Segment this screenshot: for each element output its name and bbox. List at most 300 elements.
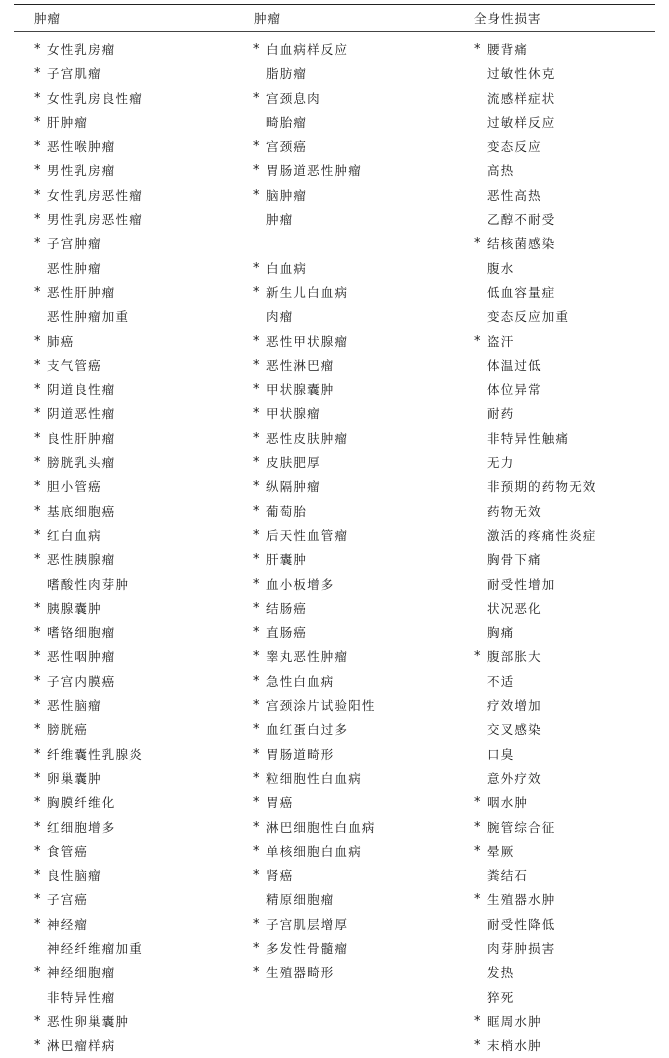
list-item [456,573,655,597]
list-item [234,257,456,281]
list-item [14,184,234,208]
list-item [14,694,234,718]
asterisk-marker-icon: * [253,916,261,932]
list-item-text: 淋巴瘤样病 [47,1038,116,1054]
list-item-text: 卵巢囊肿 [47,770,102,786]
asterisk-marker-icon: * [253,406,261,422]
list-item-text: 脑肿瘤 [266,187,308,203]
asterisk-marker-icon: * [34,916,42,932]
list-item-text: 女性乳房恶性瘤 [47,187,143,203]
list-item [234,378,456,402]
list-item [234,281,456,305]
list-item-text: 胸骨下痛 [487,552,542,568]
asterisk-marker-icon: * [474,236,482,252]
list-item [234,451,456,475]
list-item [14,232,234,256]
list-item [14,1034,234,1058]
asterisk-marker-icon: * [253,746,261,762]
asterisk-marker-icon: * [253,430,261,446]
asterisk-marker-icon: * [34,1038,42,1054]
table-header-row [14,5,655,31]
asterisk-marker-icon: * [34,382,42,398]
list-item-text: 肺癌 [47,333,75,349]
list-item-text: 肝肿瘤 [47,114,89,130]
list-item [14,888,234,912]
list-item-text: 无力 [487,455,515,471]
list-item [456,913,655,937]
list-item [14,87,234,111]
asterisk-marker-icon: * [34,114,42,130]
list-item-text: 粪结石 [487,868,529,884]
list-item [234,232,456,256]
column-3-list [456,38,655,1058]
list-item-text: 嗜酸性肉芽肿 [47,576,130,592]
asterisk-marker-icon: * [34,770,42,786]
list-item-text: 粒细胞性白血病 [266,770,362,786]
list-item [234,718,456,742]
list-item [234,840,456,864]
asterisk-marker-icon: * [253,333,261,349]
list-item-text: 发热 [487,965,515,981]
asterisk-marker-icon: * [474,843,482,859]
list-item-text: 肝囊肿 [266,552,308,568]
list-item [234,767,456,791]
asterisk-marker-icon: * [34,479,42,495]
list-item [14,500,234,524]
list-item-text: 畸胎瘤 [266,114,308,130]
list-item-text: 变态反应 [487,139,542,155]
list-item-text: 女性乳房瘤 [47,42,116,57]
list-item-text: 非特异性瘤 [47,989,116,1005]
list-item [14,524,234,548]
list-item [456,937,655,961]
list-item [14,864,234,888]
list-item-text: 恶性胰腺瘤 [47,552,116,568]
list-item [14,1010,234,1034]
asterisk-marker-icon: * [253,576,261,592]
list-item-text: 嗜铬细胞瘤 [47,625,116,641]
list-item-text: 支气管癌 [47,357,102,373]
list-item-text: 恶性皮肤肿瘤 [266,430,349,446]
list-item [14,354,234,378]
list-item-text: 白血病样反应 [266,42,349,57]
asterisk-marker-icon: * [253,90,261,106]
list-item [456,159,655,183]
list-item-text: 疗效增加 [487,698,542,714]
list-item [14,961,234,985]
list-item [14,670,234,694]
list-item [234,184,456,208]
asterisk-marker-icon: * [253,770,261,786]
list-item-text: 胃肠道畸形 [266,746,335,762]
asterisk-marker-icon: * [34,698,42,714]
list-item [456,718,655,742]
list-item-text: 变态反应加重 [487,309,570,325]
list-item [456,645,655,669]
list-item [456,840,655,864]
list-item-text: 乙醇不耐受 [487,212,556,228]
asterisk-marker-icon: * [34,722,42,738]
list-item-text: 交叉感染 [487,722,542,738]
list-item [456,402,655,426]
asterisk-marker-icon: * [34,42,42,57]
list-item [234,961,456,985]
list-item [14,427,234,451]
list-item-text: 胆小管癌 [47,479,102,495]
asterisk-marker-icon: * [253,868,261,884]
list-item [234,816,456,840]
list-item [14,645,234,669]
list-item-text: 恶性肝肿瘤 [47,284,116,300]
asterisk-marker-icon: * [253,357,261,373]
list-item [456,281,655,305]
list-item [456,597,655,621]
list-item [234,548,456,572]
list-item [14,38,234,62]
list-item-text: 单核细胞白血病 [266,843,362,859]
asterisk-marker-icon: * [474,1013,482,1029]
asterisk-marker-icon: * [34,625,42,641]
list-item-text: 恶性脑瘤 [47,698,102,714]
asterisk-marker-icon: * [34,649,42,665]
list-item [456,961,655,985]
list-item [456,670,655,694]
asterisk-marker-icon: * [34,139,42,155]
list-item-text: 恶性卵巢囊肿 [47,1013,130,1029]
list-item-text: 白血病 [266,260,308,276]
list-item-text: 葡萄胎 [266,503,308,519]
list-item-text: 恶性淋巴瘤 [266,357,335,373]
list-item-text: 恶性肿瘤 [47,260,102,276]
list-item-text: 阴道恶性瘤 [47,406,116,422]
list-item-text: 腕管综合征 [487,819,556,835]
list-item-text: 膀胱乳头瘤 [47,455,116,471]
list-item [456,986,655,1010]
asterisk-marker-icon: * [253,503,261,519]
list-item-text: 红细胞增多 [47,819,116,835]
asterisk-marker-icon: * [253,673,261,689]
asterisk-marker-icon: * [253,455,261,471]
asterisk-marker-icon: * [253,965,261,981]
list-item [456,427,655,451]
list-item [456,208,655,232]
list-item [14,62,234,86]
asterisk-marker-icon: * [34,552,42,568]
asterisk-marker-icon: * [253,139,261,155]
asterisk-marker-icon: * [34,284,42,300]
asterisk-marker-icon: * [474,333,482,349]
list-item [14,597,234,621]
list-item-text: 恶性高热 [487,187,542,203]
asterisk-marker-icon: * [253,843,261,859]
asterisk-marker-icon: * [253,722,261,738]
asterisk-marker-icon: * [474,892,482,908]
list-item-text: 精原细胞瘤 [266,892,335,908]
asterisk-marker-icon: * [34,503,42,519]
list-item [456,111,655,135]
asterisk-marker-icon: * [474,819,482,835]
list-item-text: 红白血病 [47,527,102,543]
list-item [456,767,655,791]
asterisk-marker-icon: * [34,357,42,373]
list-item [234,694,456,718]
list-item [14,718,234,742]
asterisk-marker-icon: * [253,284,261,300]
asterisk-marker-icon: * [253,260,261,276]
list-item [234,305,456,329]
list-item-text: 晕厥 [487,843,515,859]
list-item [234,208,456,232]
list-item-text: 急性白血病 [266,673,335,689]
list-item [14,330,234,354]
asterisk-marker-icon: * [34,746,42,762]
list-item [234,913,456,937]
list-item-text: 血小板增多 [266,576,335,592]
asterisk-marker-icon: * [34,455,42,471]
list-item-text: 猝死 [487,989,515,1005]
list-item [456,1010,655,1034]
list-item-text: 腹部胀大 [487,649,542,665]
list-item [234,135,456,159]
list-item-text: 男性乳房瘤 [47,163,116,179]
list-item-text: 肿瘤 [266,212,294,228]
list-item-text: 恶性喉肿瘤 [47,139,116,155]
list-item [14,743,234,767]
list-item [456,1034,655,1058]
list-item-text: 宫颈息肉 [266,90,321,106]
list-item-text: 体温过低 [487,357,542,373]
list-item-text: 宫颈癌 [266,139,308,155]
list-item-text: 耐药 [487,406,515,422]
list-item-text: 男性乳房恶性瘤 [47,212,143,228]
list-item-text: 肉瘤 [266,309,294,325]
asterisk-marker-icon: * [253,819,261,835]
list-item [234,38,456,62]
list-item [234,791,456,815]
asterisk-marker-icon: * [34,673,42,689]
asterisk-marker-icon: * [34,66,42,82]
list-item-text: 非特异性触痛 [487,430,570,446]
list-item-text: 恶性咽肿瘤 [47,649,116,665]
list-item [234,87,456,111]
asterisk-marker-icon: * [474,649,482,665]
list-item-text: 结核菌感染 [487,236,556,252]
list-item [234,937,456,961]
list-item [14,621,234,645]
list-item [234,159,456,183]
list-item-text: 结肠癌 [266,600,308,616]
list-item-text: 生殖器畸形 [266,965,335,981]
list-item-text: 良性肝肿瘤 [47,430,116,446]
list-item [234,670,456,694]
asterisk-marker-icon: * [34,795,42,811]
list-item-text: 胃肠道恶性肿瘤 [266,163,362,179]
asterisk-marker-icon: * [34,819,42,835]
list-item-text: 肾癌 [266,868,294,884]
table-body [14,32,655,1058]
asterisk-marker-icon: * [34,163,42,179]
list-item-text: 意外疗效 [487,770,542,786]
list-item-text: 恶性肿瘤加重 [47,309,130,325]
list-item [14,402,234,426]
list-item-text: 低血容量症 [487,284,556,300]
list-item [456,38,655,62]
list-item [14,451,234,475]
list-item-text: 腹水 [487,260,515,276]
list-item [456,87,655,111]
list-item-text: 恶性甲状腺瘤 [266,333,349,349]
list-item [456,475,655,499]
list-item [14,548,234,572]
list-item-text: 生殖器水肿 [487,892,556,908]
list-item-text: 高热 [487,163,515,179]
asterisk-marker-icon: * [253,382,261,398]
asterisk-marker-icon: * [34,965,42,981]
list-item-text: 纵隔肿瘤 [266,479,321,495]
asterisk-marker-icon: * [34,843,42,859]
list-item [234,427,456,451]
column-header-2: 肿瘤 [254,11,282,26]
list-item [14,305,234,329]
list-item [234,621,456,645]
adverse-events-table [14,4,655,1058]
list-item [456,500,655,524]
asterisk-marker-icon: * [34,892,42,908]
asterisk-marker-icon: * [474,1038,482,1054]
list-item-text: 腰背痛 [487,42,529,57]
list-item [456,184,655,208]
list-item-text: 过敏样反应 [487,114,556,130]
asterisk-marker-icon: * [474,795,482,811]
list-item-text: 不适 [487,673,515,689]
list-item-text: 药物无效 [487,503,542,519]
list-item [456,135,655,159]
asterisk-marker-icon: * [253,163,261,179]
asterisk-marker-icon: * [34,236,42,252]
list-item-text: 子宫内膜癌 [47,673,116,689]
list-item [456,694,655,718]
asterisk-marker-icon: * [34,868,42,884]
list-item [234,597,456,621]
list-item-text: 神经瘤 [47,916,89,932]
asterisk-marker-icon: * [253,600,261,616]
column-header-1: 肿瘤 [34,11,62,26]
list-item [14,281,234,305]
list-item-text: 后天性血管瘤 [266,527,349,543]
list-item [14,135,234,159]
list-item [456,378,655,402]
list-item-text: 宫颈涂片试验阳性 [266,698,376,714]
list-item [14,111,234,135]
list-item [14,159,234,183]
column-2-list [234,38,456,1058]
list-item-text: 食管癌 [47,843,89,859]
list-item-text: 神经细胞瘤 [47,965,116,981]
list-item-text: 体位异常 [487,382,542,398]
list-item [234,864,456,888]
list-item [234,354,456,378]
list-item [456,354,655,378]
list-item [14,791,234,815]
list-item [234,402,456,426]
list-item [456,305,655,329]
asterisk-marker-icon: * [34,187,42,203]
list-item [14,257,234,281]
list-item-text: 过敏性休克 [487,66,556,82]
list-item-text: 子宫肿瘤 [47,236,102,252]
list-item-text: 膀胱癌 [47,722,89,738]
list-item-text: 耐受性增加 [487,576,556,592]
column-1-list [14,38,234,1058]
list-item-text: 淋巴细胞性白血病 [266,819,376,835]
list-item-text: 神经纤维瘤加重 [47,940,143,956]
asterisk-marker-icon: * [253,527,261,543]
list-item [456,330,655,354]
asterisk-marker-icon: * [253,552,261,568]
list-item [234,573,456,597]
list-item [234,111,456,135]
list-item [456,257,655,281]
list-item [456,621,655,645]
list-item [14,573,234,597]
list-item-text: 激活的疼痛性炎症 [487,527,597,543]
asterisk-marker-icon: * [253,940,261,956]
list-item-text: 皮肤肥厚 [266,455,321,471]
list-item [14,986,234,1010]
list-item-text: 流感样症状 [487,90,556,106]
list-item-text: 眶周水肿 [487,1013,542,1029]
list-item [456,888,655,912]
list-item [456,791,655,815]
list-item-text: 非预期的药物无效 [487,479,597,495]
list-item [234,645,456,669]
list-item-text: 血红蛋白过多 [266,722,349,738]
list-item-text: 咽水肿 [487,795,529,811]
list-item [14,937,234,961]
list-item [234,524,456,548]
list-item [456,62,655,86]
asterisk-marker-icon: * [34,406,42,422]
list-item-text: 新生儿白血病 [266,284,349,300]
list-item-text: 阴道良性瘤 [47,382,116,398]
list-item-text: 甲状腺囊肿 [266,382,335,398]
list-item [456,816,655,840]
list-item-text: 多发性骨髓瘤 [266,940,349,956]
asterisk-marker-icon: * [253,42,261,57]
list-item [234,500,456,524]
list-item-text: 胸痛 [487,625,515,641]
asterisk-marker-icon: * [474,42,482,57]
list-item-text: 甲状腺瘤 [266,406,321,422]
list-item-text: 胸膜纤维化 [47,795,116,811]
list-item [14,913,234,937]
list-item-text: 末梢水肿 [487,1038,542,1054]
list-item-text: 子宫癌 [47,892,89,908]
list-item-text: 子宫肌层增厚 [266,916,349,932]
list-item-text: 胰腺囊肿 [47,600,102,616]
list-item [14,475,234,499]
asterisk-marker-icon: * [34,430,42,446]
list-item-text: 盗汗 [487,333,515,349]
list-item [14,816,234,840]
asterisk-marker-icon: * [253,187,261,203]
asterisk-marker-icon: * [34,1013,42,1029]
list-item-text: 口臭 [487,746,515,762]
asterisk-marker-icon: * [253,649,261,665]
list-item [234,62,456,86]
list-item-text: 耐受性降低 [487,916,556,932]
list-item [456,548,655,572]
